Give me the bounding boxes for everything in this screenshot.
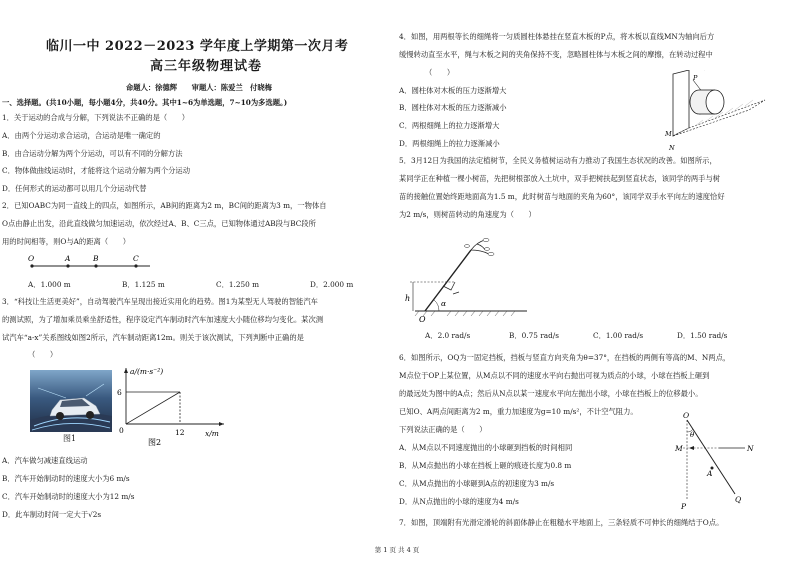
point-o-label: O bbox=[28, 254, 35, 263]
q6-option-a: A．从M点以不同速度抛出的小球砸到挡板的时间相同 bbox=[399, 443, 573, 452]
label-theta: θ bbox=[690, 431, 695, 439]
q6-line2: M点位于OP上某位置，从M点以不同的速度水平向右抛出可视为质点的小球，小球在挡板上砸到 bbox=[399, 371, 710, 380]
car-photo bbox=[30, 370, 112, 432]
graph-origin: 0 bbox=[119, 426, 124, 435]
q4-line3: （ ） bbox=[425, 68, 455, 77]
graph-x-label: x/m bbox=[205, 429, 219, 438]
label-alpha: α bbox=[441, 299, 447, 308]
q4-option-b: B．圆柱体对木板的压力逐渐减小 bbox=[399, 103, 507, 112]
q3-option-a: A．汽车做匀减速直线运动 bbox=[2, 456, 88, 465]
ground-hatching bbox=[415, 311, 515, 316]
figure1-label: 图1 bbox=[63, 434, 77, 443]
q1-option-c: C．物体做曲线运动时，才能将这个运动分解为两个分运动 bbox=[2, 166, 191, 175]
label-q: Q bbox=[735, 495, 742, 504]
page-footer: 第 1 页 共 4 页 bbox=[374, 546, 420, 554]
q3-option-c: C．汽车开始制动时的速度大小为12 m/s bbox=[2, 492, 135, 501]
label-h: h bbox=[405, 294, 411, 303]
car-illustration bbox=[30, 370, 112, 432]
label-m: M bbox=[675, 444, 683, 453]
q3-line2: 的测试照，为了增加乘员乘坐舒适性，程序设定汽车制动时汽车加速度大小随位移均匀变化。某次测 bbox=[2, 315, 324, 324]
q4-board-diagram bbox=[655, 70, 771, 152]
tree-branches bbox=[471, 240, 489, 254]
q4-option-d: D．两根细绳上的拉力逐渐减小 bbox=[399, 139, 500, 148]
q2-line1: 2．已知OABC为同一直线上的四点，如图所示，AB间的距离为2 m，BC间的距离为3 m，一物体自 bbox=[2, 201, 327, 210]
y-axis-arrow bbox=[124, 368, 128, 373]
exam-subtitle: 高三年级物理试卷 bbox=[150, 59, 263, 74]
q4-line2: 缓慢转动直至水平，绳与木板之间的夹角保持不变，忽略圆柱体与木板之间的摩擦，在转动过程中 bbox=[399, 50, 713, 59]
q1-stem: 1．关于运动的合成与分解，下列说法不正确的是（ ） bbox=[2, 113, 190, 122]
m-arrow bbox=[689, 446, 694, 450]
exam-authors: 命题人：徐德辉 审题人：陈爱兰 付晓梅 bbox=[126, 83, 272, 92]
q3-line3: 试汽车“a-x”关系图线如图2所示，汽车制动距离12m。则关于该次测试，下列判断中正确的是 bbox=[2, 333, 304, 342]
graph-x-tick: 12 bbox=[175, 428, 185, 437]
point-a-dot bbox=[66, 264, 69, 267]
q4-option-a: A．圆柱体对木板的压力逐渐增大 bbox=[399, 86, 507, 95]
point-a-label: A bbox=[65, 254, 71, 263]
q5-option-c: C．1.00 rad/s bbox=[593, 331, 644, 340]
point-b-dot bbox=[94, 264, 97, 267]
label-o: O bbox=[683, 411, 690, 420]
q2-line3: 用的时间相等，则O与A的距离（ ） bbox=[2, 237, 131, 246]
graph-y-tick: 6 bbox=[117, 388, 122, 397]
label-p: P bbox=[693, 74, 698, 82]
cylinder-front bbox=[706, 90, 724, 114]
q1-option-d: D．任何形式的运动都可以用几个分运动代替 bbox=[2, 184, 147, 193]
q3-line4: （ ） bbox=[28, 350, 58, 359]
x-axis-arrow bbox=[219, 422, 224, 426]
label-n: N bbox=[747, 444, 754, 453]
graph-y-label: a/(m·s⁻²) bbox=[130, 367, 164, 376]
point-b-label: B bbox=[93, 254, 99, 263]
q4-line1: 4．如图，用两根等长的细绳将一匀质圆柱体悬挂在竖直木板的P点，将木板以直线MN为轴向后方 bbox=[399, 32, 715, 41]
q2-option-c: C．1.250 m bbox=[216, 280, 260, 289]
q3-option-b: B．汽车开始制动时的速度大小为6 m/s bbox=[2, 474, 130, 483]
q6-line5: 下列说法正确的是（ ） bbox=[399, 425, 487, 434]
q1-option-b: B．由合运动分解为两个分运动，可以有不同的分解方法 bbox=[2, 149, 183, 158]
q5-line2: 某同学正在种植一棵小树苗，先把树根部放入土坑中，双手把树扶起到竖直状态，该同学的两手与树 bbox=[399, 174, 721, 183]
label-m: M bbox=[665, 130, 672, 138]
q2-line-diagram bbox=[0, 252, 200, 276]
q5-option-b: B．0.75 rad/s bbox=[509, 331, 559, 340]
label-n: N bbox=[669, 144, 675, 152]
section-heading: 一、选择题。(共10小题，每小题4分，共40分。其中1~6为单选题，7~10为多选题。) bbox=[2, 98, 288, 107]
point-c-label: C bbox=[133, 254, 139, 263]
ax-graph bbox=[112, 362, 232, 448]
q2-option-d: D．2.000 m bbox=[310, 280, 354, 289]
figure2-label: 图2 bbox=[148, 438, 162, 447]
q2-option-a: A．1.000 m bbox=[28, 280, 71, 289]
q5-line1: 5．3月12日为我国的法定植树节，全民义务植树运动有力推动了我国生态状况的改善。如图所示， bbox=[399, 156, 717, 165]
q3-line1: 3．“科技让生活更美好”，自动驾驶汽车呈现出接近实用化的趋势。图1为某型无人驾驶的智能汽车 bbox=[2, 297, 318, 306]
q6-line4: 已知O、A两点间距离为2 m，重力加速度为g=10 m/s²，不计空气阻力。 bbox=[399, 407, 638, 416]
q3-option-d: D．此车制动时间一定大于√2s bbox=[2, 510, 102, 519]
q6-option-c: C．从M点抛出的小球砸到A点的初速度为3 m/s bbox=[399, 479, 555, 488]
q6-option-b: B．从M点抛出的小球在挡板上砸的痕迹长度为0.8 m bbox=[399, 461, 572, 470]
q6-barrier-diagram bbox=[673, 410, 763, 512]
angle-arc bbox=[434, 300, 439, 311]
point-o-dot bbox=[30, 264, 33, 267]
q5-option-a: A．2.0 rad/s bbox=[425, 331, 471, 340]
tree-trunk bbox=[425, 250, 471, 311]
q5-line4: 为2 m/s，则树苗转动的角速度为（ ） bbox=[399, 210, 536, 219]
q5-line3: 苗的接触位置始终距地面高为1.5 m，此时树苗与地面的夹角为60°，该同学双手水平向左的速度恰好 bbox=[399, 192, 725, 201]
q6-line1: 6．如图所示，OQ为一固定挡板，挡板与竖直方向夹角为θ=37°，在挡板的两侧有等高的M、N两点， bbox=[399, 353, 731, 362]
label-o: O bbox=[419, 315, 426, 324]
q4-option-c: C．两根细绳上的拉力逐渐增大 bbox=[399, 121, 500, 130]
label-a: A bbox=[707, 469, 713, 478]
q2-line2: O点由静止出发，沿此直线做匀加速运动，依次经过A、B、C三点，已知物体通过AB段与BC段所 bbox=[2, 219, 316, 228]
q2-option-b: B．1.125 m bbox=[122, 280, 165, 289]
point-c-dot bbox=[134, 264, 137, 267]
vertical-board bbox=[673, 70, 689, 136]
q1-option-a: A．由两个分运动求合运动，合运动是唯一确定的 bbox=[2, 131, 161, 140]
q5-option-d: D．1.50 rad/s bbox=[677, 331, 728, 340]
q7-line1: 7．如图，顶端附有光滑定滑轮的斜面体静止在粗糙水平地面上，三条轻质不可伸长的细绳结于O点。 bbox=[399, 518, 724, 527]
exam-title: 临川一中 2022－2023 学年度上学期第一次月考 bbox=[46, 39, 349, 54]
graph-data-line bbox=[126, 392, 180, 424]
q5-tree-diagram bbox=[405, 236, 535, 328]
label-p: P bbox=[681, 502, 687, 511]
q6-line3: 的最远处为图中的A点；然后从N点以某一速度水平向左抛出小球，小球在挡板上的位移最小。 bbox=[399, 389, 703, 398]
q6-option-d: D．从N点抛出的小球的速度为4 m/s bbox=[399, 497, 519, 506]
